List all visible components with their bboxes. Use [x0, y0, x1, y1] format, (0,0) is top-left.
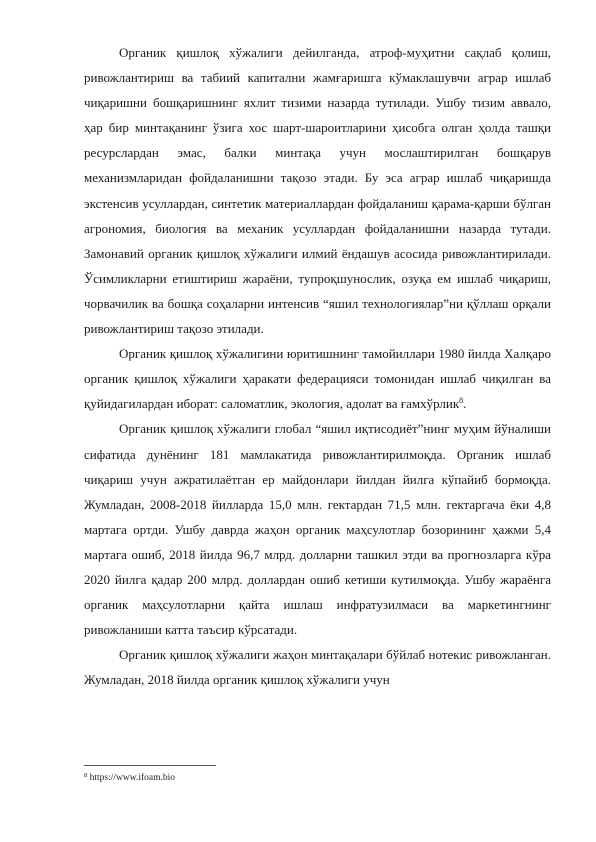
paragraph-principles — [84, 341, 551, 416]
paragraph-text: Органик қишлоқ хўжалиги дейилганда, атроф-муҳитни сақлаб қолиш, ривожлантириш ва табиий капитални жамғаришга кўмаклашувчи аграр ишлаб чиқаришни бошқаришнинг яхлит тизими назарда тутилади. Ушбу тизим аввало, ҳар бир минтақанинг ўзига хос шарт-шароитларини ҳисобга олган ҳолда ташқи ресурслардан эмас, балки минтақа учун мослаштирилган бошқарув механизмларидан фойдаланишни тақозо этади. Бу эса аграр ишлаб чиқаришда экстенсив усуллардан, синтетик материаллардан фойдаланиш қарама-қарши бўлган агрономия, биология ва механик усуллардан фойдаланишни назарда тутади. Замонавий органик қишлоқ хўжалиги илмий ёндашув асосида ривожлантирилади. Ўсимликларни етиштириш жараёни, тупроқшунослик, озуқа ем ишлаб чиқариш, чорвачилик ва бошқа соҳаларни интенсив “яшил технологиялар”ни қўллаш орқали ривожлантириш тақозо этилади. — [84, 45, 551, 337]
footnote-number: 8 — [84, 772, 88, 779]
paragraph-text-tail: . — [463, 396, 467, 412]
paragraph-text: Органик қишлоқ хўжалиги жаҳон минтақалари бўйлаб нотекис ривожланган. Жумладан, 2018 йилда органик қишлоқ хўжалиги учун — [84, 647, 551, 688]
paragraph-organic-definition — [84, 40, 551, 341]
footnote-divider — [84, 765, 216, 766]
footnote-reference[interactable]: 8 — [459, 396, 464, 406]
paragraph-global-development — [84, 416, 551, 642]
paragraph-text: Органик қишлоқ хўжалиги глобал “яшил иқтисодиёт”нинг муҳим йўналиши сифатида дунёнинг 181 мамлакатида ривожлантирилмоқда. Органик ишлаб чиқариш учун ажратилаётган ер майдонлари йилдан йилга кўпайиб бормоқда. Жумладан, 2008-2018 йилларда 15,0 млн. гектардан 71,5 млн. гектаргача ёки 4,8 мартага ортди. Ушбу даврда жаҳон органик маҳсулотлар бозорининг ҳажми 5,4 мартага ошиб, 2018 йилда 96,7 млрд. долларни ташкил этди ва прогнозларга кўра 2020 йилга қадар 200 млрд. доллардан ошиб кетиши кутилмоқда. Ушбу жараёнга органик маҳсулотларни қайта ишлаш инфратузилмаси ва маркетингнинг ривожланиши катта таъсир кўрсатади. — [84, 421, 551, 638]
paragraph-regional-development — [84, 642, 551, 692]
footnote-link[interactable]: https://www.ifoam.bio — [87, 773, 176, 783]
footnote — [84, 772, 175, 784]
paragraph-text: Органик қишлоқ хўжалигини юритишнинг тамойиллари 1980 йилда Халқаро органик қишлоқ хўжалиги ҳаракати федерацияси томонидан ишлаб чиқилган ва қуйидагилардан иборат: саломатлик, экология, адолат ва ғамхўрлик — [84, 346, 551, 412]
document-body — [84, 40, 551, 692]
